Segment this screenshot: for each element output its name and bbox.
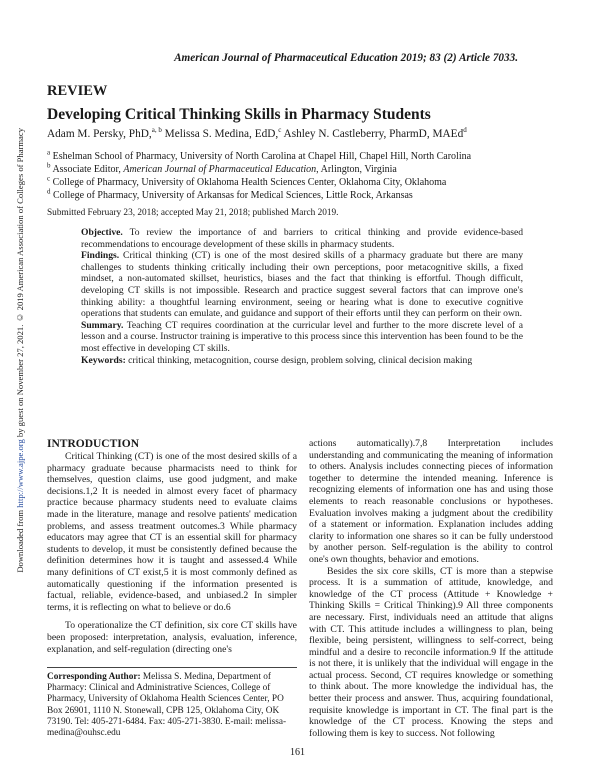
right-column	[309, 438, 553, 739]
footnote-divider	[47, 667, 297, 668]
author-affiliation-mark: d	[463, 126, 467, 135]
body-paragraph: Critical Thinking (CT) is one of the most desired skills of a pharmacy graduate because pharmacists need to think for themselves, question claims, use good judgment, and make decisions.1,2 It is needed in almost every facet of pharmacy practice because pharmacy students need to evaluate claims made in the literature, manage and resolve patients' medication problems, and assess treatment outcomes.3 While pharmacy educators may agree that CT is an essential skill for pharmacy students to develop, it must be consistently defined because the definition determines how it is taught and assessed.4 While many definitions of CT exist,5 it is most commonly defined as automatically questioning if the information presented is factual, reliable, evidence-based, and unbiased.2 In simpler terms, it is reflecting on what to believe or do.6	[47, 451, 297, 613]
body-paragraph: actions automatically).7,8 Interpretation includes understanding and communicating the meaning of information to others. Analysis includes connecting pieces of information together to determine the intended meaning. Inference is recognizing elements of information one has and using those elements to reach reasonable conclusions or hypotheses. Evaluation involves making a judgment about the credibility of a statement or information. Explanation includes adding clarity to information one shares so it can be fully understood by another person. Self-regulation is the ability to control one's own thoughts, behavior and emotions.	[309, 438, 553, 565]
article-title: Developing Critical Thinking Skills in Pharmacy Students	[47, 106, 431, 123]
download-sidebar: Downloaded from http://www.ajpe.org by guest on November 27, 2021. © 2019 American Association of Colleges of Pharmacy	[15, 128, 25, 573]
author-name: Melissa S. Medina, EdD,	[161, 128, 279, 140]
author-list	[47, 128, 467, 140]
abstract-keywords: Keywords: critical thinking, metacognition, course design, problem solving, clinical decision making	[81, 354, 473, 366]
introduction-heading: INTRODUCTION	[47, 438, 140, 450]
author-name: Adam M. Persky, PhD,	[47, 128, 152, 140]
section-label: REVIEW	[47, 83, 108, 99]
body-paragraph: To operationalize the CT definition, six core CT skills have been proposed: interpretation, analysis, evaluation, inference, explanation, and self-regulation (directing one's	[47, 620, 297, 655]
abstract-objective: Objective. To review the importance of and barriers to critical thinking and provide evidence-based recommendations to encourage development of these skills in pharmacy students.	[81, 227, 523, 250]
affiliation-item: $^c$ College of Pharmacy, University of Oklahoma Health Sciences Center, Oklahoma City, Oklahoma	[47, 174, 447, 188]
corresponding-author-note: Corresponding Author: Melissa S. Medina, Department of Pharmacy: Clinical and Administrative Sciences, College of Pharmacy, University of Oklahoma Health Sciences Center, PO Box 26901, 1110 N. Stonewall, CPB 125, Oklahoma City, OK 73190. Tel: 405-271-6484. Fax: 405-271-3830. E-mail: melissa-medina@ouhsc.edu	[47, 672, 287, 739]
page-number: 161	[290, 747, 305, 758]
abstract-findings: Findings. Critical thinking (CT) is one of the most desired skills of a pharmacy graduate but there are many challenges to students thinking critically including their own perceptions, poor metacognitive skills, a fixed mindset, a non-automated skillset, heuristics, biases and the fact that thinking is effortful. Though difficult, developing CT skills is not impossible. Research and practice suggest several factors that can improve one's thinking ability: a thoughtful learning environment, seeing or hearing what is done to executive cognitive operations that students can emulate, and guidance and support of their efforts until they can perform on their own.	[81, 250, 523, 320]
abstract	[81, 227, 523, 366]
journal-site-link[interactable]: http://www.ajpe.org	[15, 439, 25, 508]
author-name: Ashley N. Castleberry, PharmD, MAEd	[281, 128, 464, 140]
affiliation-item: $^b$ Associate Editor, American Journal of Pharmaceutical Education, Arlington, Virginia	[47, 161, 397, 175]
author-affiliation-mark: a, b	[151, 126, 162, 135]
author-affiliation-mark: c	[278, 126, 282, 135]
left-column	[47, 451, 297, 655]
affiliations	[47, 150, 471, 202]
body-paragraph: Besides the six core skills, CT is more than a stepwise process. It is a summation of attitude, knowledge, and knowledge of the CT process (Attitude + Knowledge + Thinking Skills = Critical Thinking).9 All three components are necessary. First, individuals need an attitude that aligns with CT. This attitude includes a willingness to plan, being flexible, being persistent, willingness to self-correct, being mindful and a desire to reconcile information.9 If the attitude is not there, it is unlikely that the individual will engage in the actual process. Second, CT requires knowledge or something to think about. The more knowledge the individual has, the better their process and answer. Thus, acquiring foundational, requisite knowledge is important in CT. The final part is the knowledge of the CT process. Knowing the steps and following them is key to success. Not following	[309, 565, 553, 739]
journal-header: American Journal of Pharmaceutical Education 2019; 83 (2) Article 7033.	[174, 52, 518, 64]
abstract-summary: Summary. Teaching CT requires coordination at the curricular level and further to the more discrete level of a lesson and a course. Instructor training is imperative to this process since this intervention has been found to be the most effective in developing CT skills.	[81, 319, 523, 354]
publication-dates: Submitted February 23, 2018; accepted May 21, 2018; published March 2019.	[47, 208, 339, 218]
affiliation-item: $^a$ Eshelman School of Pharmacy, University of North Carolina at Chapel Hill, Chapel Hill, North Carolina	[47, 148, 472, 162]
affiliation-item: $^d$ College of Pharmacy, University of Arkansas for Medical Sciences, Little Rock, Arkansas	[47, 187, 413, 201]
